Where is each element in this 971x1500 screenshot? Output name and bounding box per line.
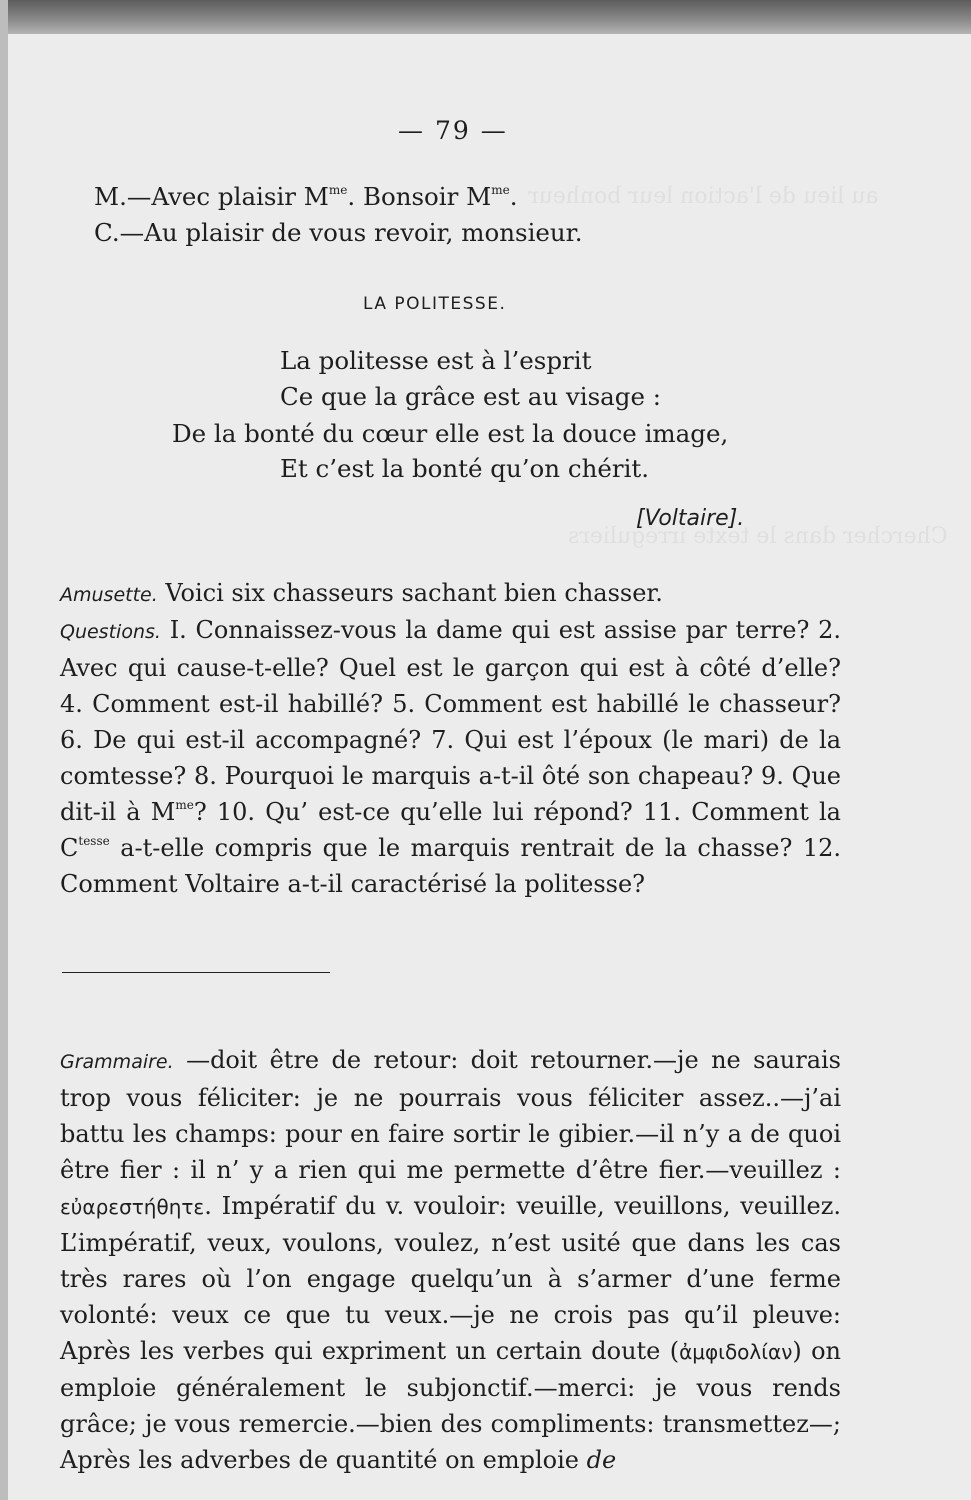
questions-label: Questions. (60, 621, 161, 643)
bleed-through: Chercher dans le texte irréguliers (568, 524, 948, 549)
section-divider (62, 972, 330, 973)
poem-line: Ce que la grâce est au visage : (280, 382, 661, 411)
dialogue-line-marquis: M.—Avec plaisir $M^{me}$. Bonsoir $M^{me}$. (94, 182, 518, 211)
greek-term: εὐαρεστήθητε (60, 1195, 205, 1219)
poem-line: De la bonté du cœur elle est la douce image, (172, 419, 729, 448)
grammaire-paragraph: Grammaire. —doit être de retour: doit retourner.—je ne saurais trop vous féliciter: je ne pourrais vous féliciter assez..—j’ai battu les champs: pour en faire sortir le gibier.—il n’y a de quoi être fier : il n’ y a rien qui me permette d’être fier.—veuillez : εὐαρεστήθητε. Impératif du v. vouloir: veuille, veuillons, veuillez. L’impératif, veux, voulons, voulez, n’est usité que dans les cas très rares où l’on engage quelqu’un à s’armer d’une ferme volonté: veux ce que tu veux.—je ne crois pas qu’il pleuve: Après les verbes qui expriment un certain doute (ἀμφιδολίαν) on emploie généralement le subjonctif.—merci: je vous rends grâce; je vous remercie.—bien des compliments: transmettez—; Après les adverbes de quantité on emploie de (60, 1046, 841, 1474)
page-number: — 79 — (398, 116, 508, 145)
dialogue-line-comtesse: C.—Au plaisir de vous revoir, monsieur. (94, 218, 583, 247)
speaker: C. (94, 218, 120, 247)
poem-attribution: [Voltaire]. (636, 506, 745, 531)
greek-term: ἀμφιδολίαν (679, 1340, 793, 1364)
scan-top-edge (0, 0, 971, 34)
amusette-label: Amusette. (60, 584, 158, 606)
questions-paragraph: Questions. I. Connaissez-vous la dame qui est assise par terre? 2. Avec qui cause-t-elle? Quel est le garçon qui est à côté d’elle? 4. Comment est-il habillé? 5. Comment est habillé le chasseur? 6. De qui est-il accompagné? 7. Qui est l’époux (le mari) de la comtesse? 8. Pourquoi le marquis a-t-il ôté son chapeau? 9. Que dit-il à $M^{me}$? 10. Qu’ est-ce qu’elle lui répond? 11. Comment la $C^{tesse}$ a-t-elle compris que le marquis rentrait de la chasse? 12. Comment Voltaire a-t-il caractérisé la politesse? (60, 616, 841, 898)
speaker: M. (94, 182, 127, 211)
bleed-through: au lieu de l'action leur bonheur (528, 184, 879, 209)
poem-line: La politesse est à l’esprit (280, 346, 592, 375)
section-title: LA POLITESSE. (363, 294, 507, 314)
book-page (8, 34, 971, 1500)
amusette-paragraph: Amusette. Voici six chasseurs sachant bien chasser. (60, 579, 663, 607)
grammaire-label: Grammaire. (60, 1051, 174, 1073)
poem-line: Et c’est la bonté qu’on chérit. (280, 454, 650, 483)
scan-left-edge (0, 0, 8, 1500)
